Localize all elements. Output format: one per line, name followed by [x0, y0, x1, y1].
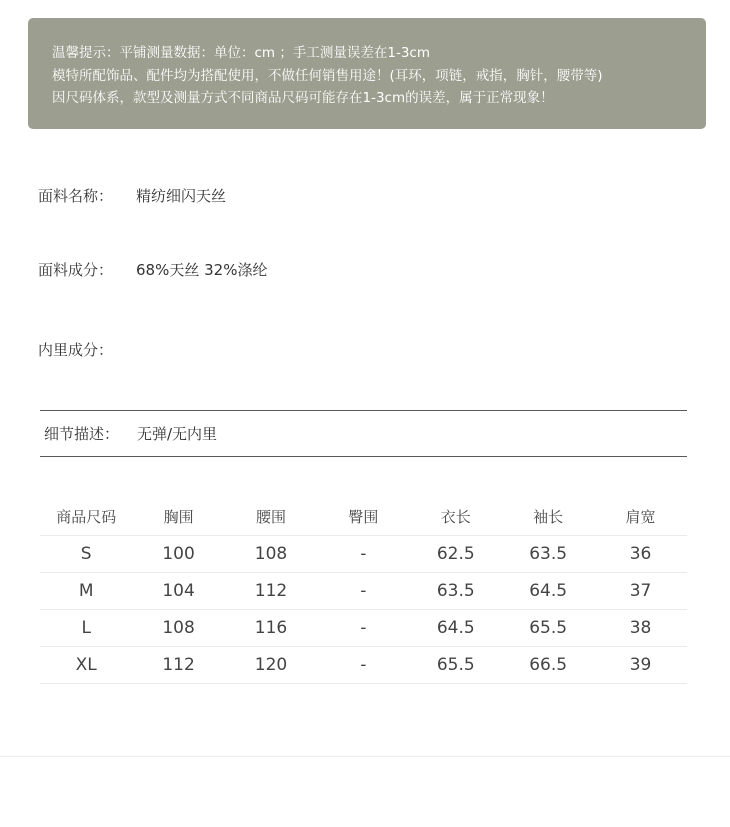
table-cell: 120 [254, 655, 288, 675]
table-cell: 65.5 [529, 618, 568, 638]
details-label: 细节描述： [44, 425, 120, 443]
size-table-header-cell: 肩宽 [625, 508, 656, 526]
fabric-composition-label: 面料成分： [38, 261, 114, 279]
table-cell: 63.5 [436, 581, 475, 601]
notice-line-2: 模特所配饰品、配件均为搭配使用，不做任何销售用途！(耳环，项链，戒指，胸针，腰带等) [52, 67, 603, 84]
table-cell: 39 [629, 655, 652, 675]
size-table-header-cell: 袖长 [533, 508, 564, 526]
size-table-header [40, 498, 687, 536]
size-table-header-cell: 腰围 [255, 508, 286, 526]
table-cell: 112 [254, 581, 288, 601]
size-table [40, 498, 687, 684]
size-table-header-cell: 衣长 [440, 508, 471, 526]
table-cell: XL [75, 655, 97, 675]
table-cell: 100 [162, 544, 195, 564]
table-cell: 36 [629, 544, 652, 564]
table-cell: 112 [162, 655, 195, 675]
fabric-name-value: 精纺细闪天丝 [136, 187, 227, 205]
table-cell: 63.5 [529, 544, 568, 564]
size-table-header-cell: 胸围 [163, 508, 194, 526]
table-cell: 108 [162, 618, 195, 638]
table-cell: - [360, 544, 367, 564]
details-value: 无弹/无内里 [137, 425, 218, 443]
table-cell: 37 [629, 581, 652, 601]
fabric-composition-value: 68%天丝 32%涤纶 [136, 261, 268, 279]
fabric-name-label: 面料名称： [38, 187, 114, 205]
details-field [44, 424, 217, 444]
notice-line-1: 温馨提示：平铺测量数据：单位：cm ；手工测量误差在1-3cm [52, 45, 430, 61]
lining-composition-label: 内里成分： [38, 341, 114, 359]
table-row [40, 573, 687, 610]
details-top-divider [40, 410, 687, 411]
table-cell: - [360, 581, 367, 601]
table-cell: 116 [254, 618, 288, 638]
table-row [40, 536, 687, 573]
table-cell: 108 [254, 544, 288, 564]
table-cell: 64.5 [529, 581, 568, 601]
fabric-composition-field [38, 260, 267, 280]
notice-banner [28, 18, 706, 129]
table-cell: - [360, 655, 367, 675]
table-cell: - [360, 618, 367, 638]
fabric-name-field [38, 186, 226, 206]
table-cell: 62.5 [436, 544, 475, 564]
table-cell: 104 [162, 581, 195, 601]
size-table-header-cell: 商品尺码 [56, 508, 117, 526]
details-bottom-divider [40, 456, 687, 457]
table-cell: 66.5 [529, 655, 568, 675]
table-cell: M [78, 581, 94, 601]
lining-composition-field [38, 340, 136, 360]
table-cell: 65.5 [436, 655, 475, 675]
table-cell: L [81, 618, 91, 638]
table-row [40, 610, 687, 647]
table-cell: 64.5 [436, 618, 475, 638]
bottom-divider [0, 756, 730, 757]
table-row [40, 647, 687, 684]
size-table-header-cell: 臀围 [348, 508, 379, 526]
table-cell: S [80, 544, 92, 564]
notice-line-3: 因尺码体系，款型及测量方式不同商品尺码可能存在1-3cm的误差，属于正常现象！ [52, 90, 554, 106]
table-cell: 38 [629, 618, 652, 638]
